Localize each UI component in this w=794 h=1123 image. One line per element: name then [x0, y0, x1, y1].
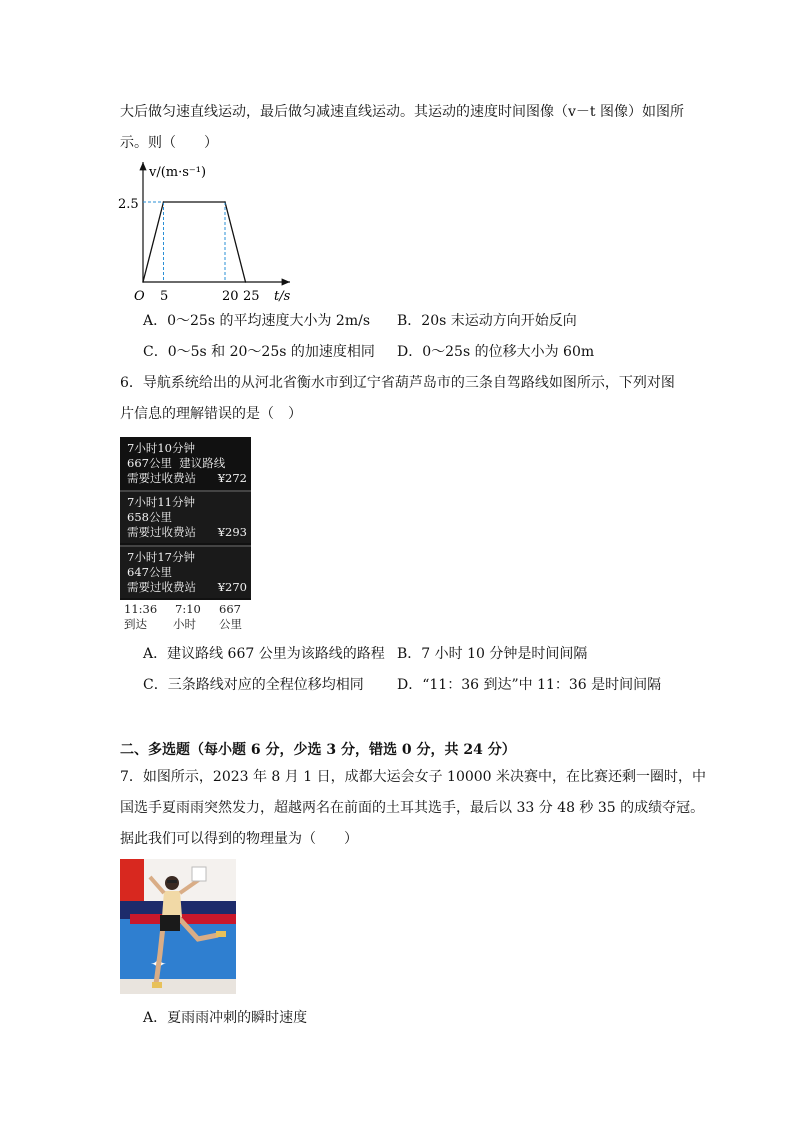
- x-tick-label-25: 25: [243, 289, 260, 304]
- x-tick-label-20: 20: [222, 289, 239, 304]
- data-point-3: [224, 201, 226, 203]
- route-time: 7小时10分钟: [127, 441, 195, 455]
- route-distance: 667公里 建议路线: [127, 456, 226, 470]
- x-axis-label: t/s: [274, 289, 291, 304]
- q7-stem-line1: 7．如图所示，2023 年 8 月 1 日，成都大运会女子 10000 米决赛中，在比赛还剩一圈时，中: [120, 769, 707, 785]
- runner-finish-photo: [120, 859, 236, 994]
- route-fee: ¥270: [217, 580, 247, 594]
- arrival-time: 11:36: [124, 602, 158, 616]
- data-point-4: [245, 281, 247, 283]
- q7-option-a[interactable]: A．夏雨雨冲刺的瞬时速度: [143, 1010, 308, 1026]
- q5-stem-line2: 示。则（ ）: [120, 135, 218, 151]
- x-tick-label-5: 5: [160, 289, 169, 304]
- section-heading: 二、多选题（每小题 6 分，少选 3 分，错选 0 分，共 24 分）: [120, 742, 516, 758]
- route-toll: 需要过收费站: [127, 471, 196, 485]
- duration-label: 小时: [173, 617, 196, 631]
- q6-stem-line1: 6．导航系统给出的从河北省衡水市到辽宁省葫芦岛市的三条自驾路线如图所示，下列对图: [120, 375, 675, 391]
- q5-stem-line1: 大后做匀速直线运动，最后做匀减速直线运动。其运动的速度时间图像（v－t 图像）如图所: [120, 104, 684, 120]
- route-card-3[interactable]: [120, 545, 251, 598]
- q7-stem-line2: 国选手夏雨雨突然发力，超越两名在前面的土耳其选手，最后以 33 分 48 秒 35 的成绩夺冠。: [120, 800, 705, 816]
- distance-value: 667: [219, 602, 241, 616]
- duration-value: 7:10: [175, 602, 201, 616]
- arrival-label: 到达: [124, 617, 147, 631]
- q6-option-d[interactable]: D．“11：36 到达”中 11：36 是时间间隔: [397, 677, 662, 693]
- q6-stem-line2: 片信息的理解错误的是（ ）: [120, 406, 302, 422]
- route-time: 7小时11分钟: [127, 495, 195, 509]
- origin-label: O: [134, 289, 145, 304]
- velocity-time-graph: [112, 158, 302, 308]
- q5-option-d[interactable]: D．0～25s 的位移大小为 60m: [397, 344, 595, 360]
- route-summary-footer: [120, 601, 260, 633]
- navigation-route-panel: [120, 437, 251, 600]
- data-point-2: [163, 201, 165, 203]
- q6-option-c[interactable]: C．三条路线对应的全程位移均相同: [143, 677, 364, 693]
- route-toll: 需要过收费站: [127, 580, 196, 594]
- q6-option-b[interactable]: B．7 小时 10 分钟是时间间隔: [397, 646, 588, 662]
- route-card-1[interactable]: [120, 437, 251, 488]
- route-fee: ¥293: [217, 525, 247, 539]
- q5-option-b[interactable]: B．20s 末运动方向开始反向: [397, 313, 577, 329]
- route-time: 7小时17分钟: [127, 550, 195, 564]
- q7-stem-line3: 据此我们可以得到的物理量为（ ）: [120, 831, 358, 847]
- velocity-curve: [143, 202, 246, 282]
- route-toll: 需要过收费站: [127, 525, 196, 539]
- q5-option-a[interactable]: A．0～25s 的平均速度大小为 2m/s: [143, 313, 371, 329]
- y-tick-label: 2.5: [118, 197, 139, 212]
- data-point-1: [142, 281, 144, 283]
- route-distance: 658公里: [127, 510, 172, 524]
- route-card-2[interactable]: [120, 490, 251, 543]
- y-axis-label: v/(m·s⁻¹): [149, 165, 207, 180]
- route-fee: ¥272: [217, 471, 247, 485]
- q6-option-a[interactable]: A．建议路线 667 公里为该路线的路程: [143, 646, 385, 662]
- route-distance: 647公里: [127, 565, 172, 579]
- svg-text:✦: ✦: [150, 952, 167, 976]
- route-tag: 建议路线: [179, 456, 226, 470]
- q5-option-c[interactable]: C．0～5s 和 20～25s 的加速度相同: [143, 344, 375, 360]
- distance-label: 公里: [219, 617, 242, 631]
